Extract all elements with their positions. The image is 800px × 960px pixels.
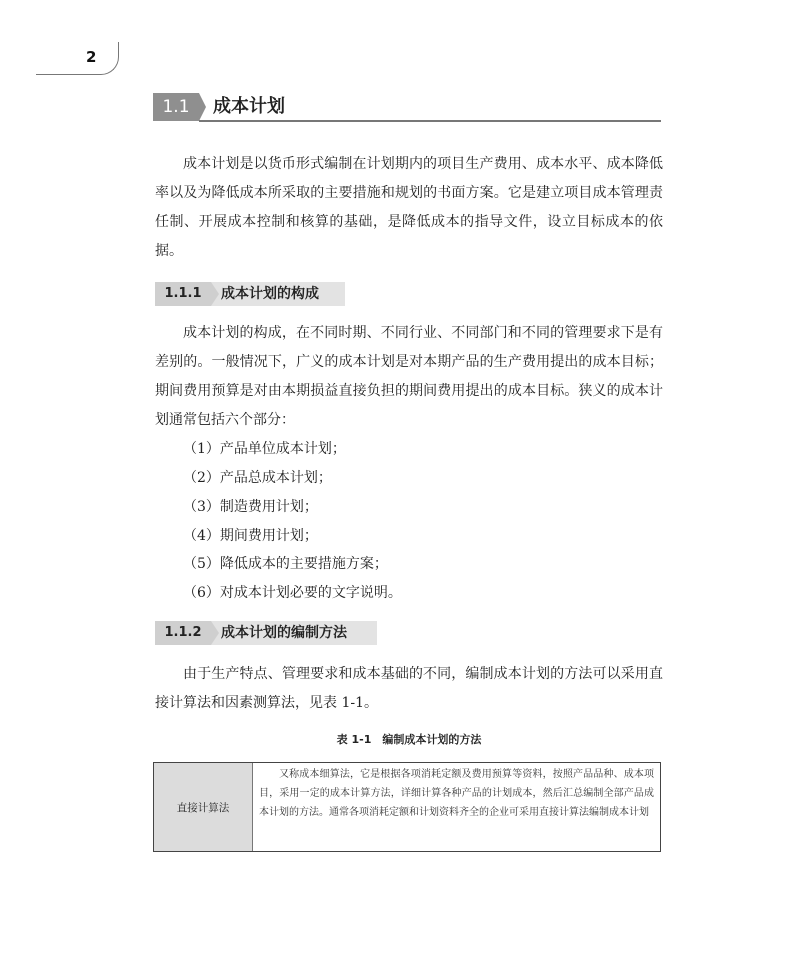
- table-caption: 表 1-1 编制成本计划的方法: [336, 733, 482, 746]
- intro-paragraph: 成本计划是以货币形式编制在计划期内的项目生产费用、成本水平、成本降低率以及为降低成本所采取的主要措施和规划的书面方案。它是建立项目成本管理责任制、开展成本控制和核算的基础，是降低成本的指导文件，设立目标成本的依据。: [155, 156, 663, 259]
- subsection-heading-1-1-2: [155, 621, 377, 645]
- list-item: （4）期间费用计划；: [183, 528, 318, 544]
- page-number: 2: [86, 48, 97, 66]
- methods-paragraph: 由于生产特点、管理要求和成本基础的不同，编制成本计划的方法可以采用直接计算法和因素测算法，见表 1-1。: [155, 666, 663, 711]
- methods-table: [153, 762, 661, 852]
- subsection-heading-1-1-1: [155, 282, 345, 306]
- subsection-title: 成本计划的编制方法: [221, 625, 347, 641]
- section-number: 1.1: [153, 93, 199, 121]
- list-item: （6）对成本计划必要的文字说明。: [183, 585, 402, 601]
- composition-paragraph: 成本计划的构成，在不同时期、不同行业、不同部门和不同的管理要求下是有差别的。一般情况下，广义的成本计划是对本期产品的生产费用提出的成本目标；期间费用预算是对由本期损益直接负担的期间费用提出的成本目标。狭义的成本计划通常包括六个部分：: [155, 325, 663, 428]
- list-item: （2）产品总成本计划；: [183, 470, 332, 486]
- table-row-label: 直接计算法: [154, 763, 253, 851]
- page-number-tab: [36, 42, 119, 75]
- section-heading: [153, 93, 661, 123]
- list-item: （5）降低成本的主要措施方案；: [183, 556, 388, 572]
- section-title: 成本计划: [213, 96, 285, 117]
- subsection-number: 1.1.2: [155, 621, 211, 645]
- table-row-text: 又称成本细算法，它是根据各项消耗定额及费用预算等资料，按照产品品种、成本项目，采用一定的成本计算方法，详细计算各种产品的计划成本，然后汇总编制全部产品成本计划的方法。通常各项消耗定额和计划资料齐全的企业可采用直接计算法编制成本计划: [259, 769, 654, 818]
- subsection-title: 成本计划的构成: [221, 286, 319, 302]
- list-item: （3）制造费用计划；: [183, 499, 318, 515]
- subsection-number: 1.1.1: [155, 282, 211, 306]
- list-item: （1）产品单位成本计划；: [183, 441, 346, 457]
- section-rule: [199, 120, 661, 122]
